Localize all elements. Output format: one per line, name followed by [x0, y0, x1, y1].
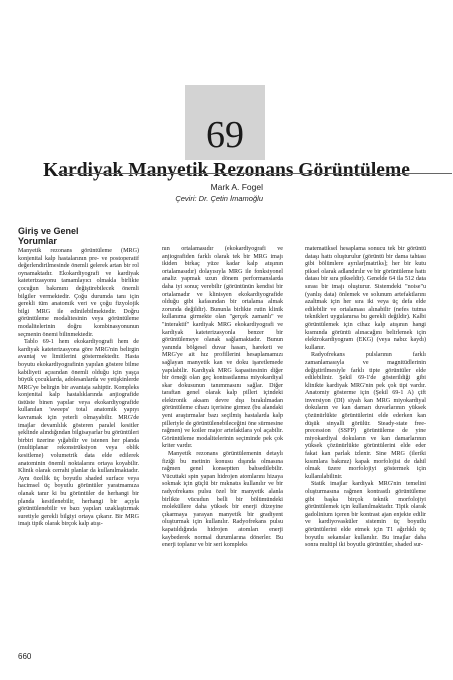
chapter-number: 69	[206, 114, 244, 156]
author-name: Mark A. Fogel	[210, 182, 263, 192]
section-heading	[18, 226, 139, 246]
page-number: 660	[18, 652, 32, 661]
text-column-1	[18, 226, 139, 529]
chapter-title: Kardiyak Manyetik Rezonans Görüntüleme	[43, 160, 410, 181]
paragraph: Manyetik rezonans görüntüleme (MRG) konjenital kalp hastalarının pre- ve postoperatif değerlendirilmesinde önemli gelerek artan bir rol oynamaktadır. Ekokardiyografi ve kardiyak kateterizasyonu tamamlayıcı olmakla birlikte çocuğun bakımını değiştirebilecek önemli bilgiler vermektedir. Çoğu durumda tanı için gerekli tüm anatomik veri ve çoğu fizyolojik bilgi MRG ile edinilebilmektedir. Doğru görüntüleme modalitesinin veya görüntüleme modalitelerinin doğru kombinasyonunun seçmenin önemi bilinmektedir.	[18, 248, 139, 338]
paragraph: Statik imajlar kardiyak MRG'nin temelini oluşturmasına rağmen kontrastlı görüntüleme gibi başka birçok teknik morfolojiyi görüntülemek için kullanılmaktadır. Tipik olarak gadolinium içeren bir kontrast ajan enjekte edilir ve kardiyovasküler sistemin üç boyutlu görüntülerini elde etmek için T1 ağırlıklı üç boyutlu sekanslar kullanılır. Bu imajlar daha sonra multipl iki boyutlu görüntüler, shaded sur-	[305, 481, 426, 549]
paragraph: Tablo 69-1 hem ekokardiyografi hem de kardiyak kateterizasyona göre MRG'nin belirgin avantaj ve limitlerini göstermektedir. Hasta boyutu ekokardiyografinin yapılan göstere bilme kabiliyeti açısından önemli olduğu için yaşça büyük çocuklarda, adolesanlarda ve yetişkinlerde MRG'ye belirgin bir avantaja sahiptir. Kompleks konjenital kalp hastalıklarında anjiografide üstüste binen yapılar veya ekokardiyografide kullanılan 'sweeps' total anatomik yapıyı kavramak için yeterli olmayabilir. MRG'de imajlar devamlılık gösteren paralel kesitler şeklinde alındığından bilgisayarlar bu görüntüleri birbiri üzerine yığabilir ve istenen her planda (multiplanar rekonstrüksiyon veya oblik kesitleme) volumetrik data elde edilerek anatominin önemli noktalarını ortaya koyabilir. Klinik olarak cerrahi planlar da kullanılmaktadır. Aynı özellik üç boyutlu shaded surface veya hacimsel üç boyutlu görüntüler yaratmamıza olanak tanır ki bu görüntüler de herhangi bir planda kesitlenebilir, herhangi bir açıyla görüntülenebilir ve bazı yapıları uzaklaştırmak suretiyle gerekli bilgiyi ortaya çıkarır. Bir MRG imajı tipik olarak birçok kalp atışı-	[18, 339, 139, 528]
text-column-2	[162, 246, 283, 550]
translator-credit: Çeviri: Dr. Çetin İmamoğlu	[175, 194, 263, 203]
text-column-3	[305, 246, 426, 550]
title-divider	[58, 173, 452, 174]
chapter-number-box	[185, 85, 265, 160]
section-heading-line-2: Yorumlar	[18, 236, 57, 246]
paragraph: Radyofrekans pulslarının farklı zamanlamasıyla ve magnitüdlerinin değiştirilmesiyle farklı tipte görüntüler elde edilebilinir. Şekil 69-1'de gösterildiği gibi klinikte kardiyak MRG'nin pek çok tipi vardır. Anatomiy gösterme için (Şekil 69-1 A) çift inversiyon (DI) siyah kan MRG miyokardiyal dokuların ve kan damarı duvarlarının yüksek çözünürlükte görüntülerini elde ederken kan düşük sinyalli görülür. Steady-state free-precession (SSFP) görüntüleme de yine miyokardiyal dokuların ve kan damarlarının yüksek çözünürlükte görüntülerini elde eder fakat kan parlak izlenir. Sine MRG (ileriki kısımlara bakınız) kapak morfolojisi de dahil olmak üzere morfolojiyi göstermek için kullanılabilinir.	[305, 352, 426, 480]
paragraph: nın ortalamasıdır (ekokardiyografi ve anjiografiden farklı olarak tek bir MRG imajı ikiden birkaç yüze kadar kalp atışının ortalamasıdır) dolayısıyla MRG ile fonksiyonel analiz yapmak uzun dönem performanslarda daha iyi sonuç verebilir (görüntünün kendisi bir ortalamadır ve klinisyen ekokardiyografide olduğu gibi kafasından bir ortalama almak zorunda değildir). Bununla birlikte rutin klinik kullanıma girmekte olan "gerçek zamanlı" ve "interaktif" kardiyak MRG ekokardiyografi ve kardiyak kateterizasyonla benzer bir görüntülemeye olanak sağlamaktadır. Bunun yanında bölgesel duvar hasarı, hareketi ve MRG'ye ait hız profillerini hesaplamamızı sağlayan manyetik kan ve doku işaretlemede yapılabilir. Kardiyak MRG kapasitesinin diğer bir örneği olan geç kontrastlanma miyokardiyal skar dokusunun tanımmasını sağlar. Diğer taraftan genel olarak kalp pilleri içindeki elektronik aksam devre dışı bırakılmadan görüntüleme cihazı içerisine girmez (bu alandaki yeni araştırmalar bazı seçilmiş hastalarda kalp pilleriyle de görüntülenebileceğini öne sürmesine rağmen) ve koiler major artefaktlara yol açabilir. Görüntüleme modalitelerinin seçiminde pek çok kriter vardır.	[162, 246, 283, 450]
section-heading-line-1: Giriş ve Genel	[18, 226, 79, 236]
paragraph: Manyetik rezonans görüntülemenin detaylı fiziği bu metinin konusu dışında olmasına rağmen genel konseptten bahsedilebilir. Vücuttaki spin yapan hidrojen atomlarını hizaya sokmak için güçlü bir mıknatıs kullanılır ve bir radyofrekans pulsu özel bir manyetik alanla birlikte vücudun belli bir bölümündeki moleküllere daha yüksek bir enerji düzeyine çıkarmaya yarayan manyetik bir gradiyent oluşturmak için kullanılır. Radyofrekans pulsu kapatıldığında hidrojen atomları enerji kaybederek normal durumlarına dönerler. Bu enerji toplanır ve bir seri kompleks	[162, 451, 283, 549]
paragraph: matematiksel hesaplama sonucu tek bir görüntü dataşı hattı oluşturulur (görüntü bir dama tahtası gibi bölümlere ayrılar[matriks]; her bir kutu piksel olarak adlandırılır ve bir görüntüleme hattı datası bir sıra pikseldir). Genelde 64 ila 512 data sırası bir imajı oluşturur. Sistemdeki "noise"u (yanlış data) önlemek ve solunum artefaktlarını azaltmak için her sıra iki veya üç defa elde edilebilir ve ortalaması alınabilir (nefes tutma teknikleri uygulanırsa bu gerekli değildir). Kalbi görüntülemek için cihaz kalp atışının hangi kısmında görüntü alınacağını belirlemek için elektrokardiyogram (EKG) (veya nabız kaydı) kullanır.	[305, 246, 426, 351]
